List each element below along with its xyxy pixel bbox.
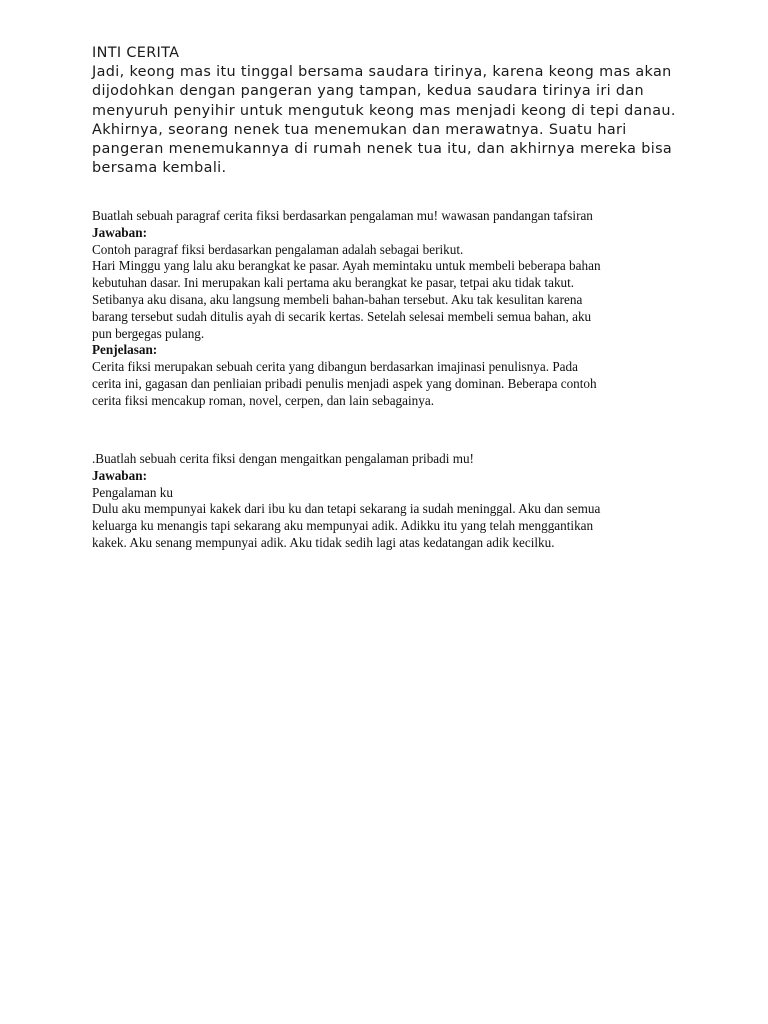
answer-line: Hari Minggu yang lalu aku berangkat ke pasar. Ayah memintaku untuk membeli beberapa bahan xyxy=(92,258,601,274)
text-line: bersama kembali. xyxy=(92,160,227,177)
text-line: pangeran menemukannya di rumah nenek tua itu, dan akhirnya mereka bisa xyxy=(92,141,673,158)
answer-line: pun bergegas pulang. xyxy=(92,325,205,341)
answer-label: Jawaban: xyxy=(92,467,147,483)
explanation-line: Cerita fiksi merupakan sebuah cerita yang dibangun berdasarkan imajinasi penulisnya. Pada xyxy=(92,359,578,375)
explanation-line: cerita ini, gagasan dan penliaian pribadi penulis menjadi aspek yang dominan. Beberapa contoh xyxy=(92,375,597,391)
text-line: Jadi, keong mas itu tinggal bersama saudara tirinya, karena keong mas akan xyxy=(92,64,672,81)
story-line: kakek. Aku senang mempunyai adik. Aku tidak sedih lagi atas kedatangan adik kecilku. xyxy=(92,534,555,550)
explanation-label: Penjelasan: xyxy=(92,342,158,358)
question-text: .Buatlah sebuah cerita fiksi dengan mengaitkan pengalaman pribadi mu! xyxy=(92,451,474,466)
answer-line: kebutuhan dasar. Ini merupakan kali pertama aku berangkat ke pasar, tetpai aku tidak takut. xyxy=(92,275,575,291)
inti-cerita-section xyxy=(92,44,692,178)
answer-line: Contoh paragraf fiksi berdasarkan pengalaman adalah sebagai berikut. xyxy=(92,241,464,257)
answer-line: barang tersebut sudah ditulis ayah di secarik kertas. Setelah selesai membeli semua bahan, aku xyxy=(92,308,592,324)
story-line: Dulu aku mempunyai kakek dari ibu ku dan tetapi sekarang ia sudah meninggal. Aku dan semua xyxy=(92,501,601,517)
text-line: Akhirnya, seorang nenek tua menemukan dan merawatnya. Suatu hari xyxy=(92,121,627,138)
question-section-1 xyxy=(92,208,732,410)
story-title: Pengalaman ku xyxy=(92,484,173,500)
answer-label: Jawaban: xyxy=(92,224,147,240)
question-text: Buatlah sebuah paragraf cerita fiksi berdasarkan pengalaman mu! wawasan pandangan tafsiran xyxy=(92,208,593,223)
text-line: menyuruh penyihir untuk mengutuk keong mas menjadi keong di tepi danau. xyxy=(92,102,676,119)
section-title: INTI CERITA xyxy=(92,45,180,61)
text-line: dijodohkan dengan pangeran yang tampan, kedua saudara tirinya iri dan xyxy=(92,83,645,100)
explanation-line: cerita fiksi mencakup roman, novel, cerpen, dan lain sebagainya. xyxy=(92,392,435,408)
answer-line: Setibanya aku disana, aku langsung membeli bahan-bahan tersebut. Aku tak kesulitan karena xyxy=(92,291,583,307)
question-section-2 xyxy=(92,451,732,552)
story-line: keluarga ku menangis tapi sekarang aku mempunyai adik. Adikku itu yang telah menggantikan xyxy=(92,518,594,534)
